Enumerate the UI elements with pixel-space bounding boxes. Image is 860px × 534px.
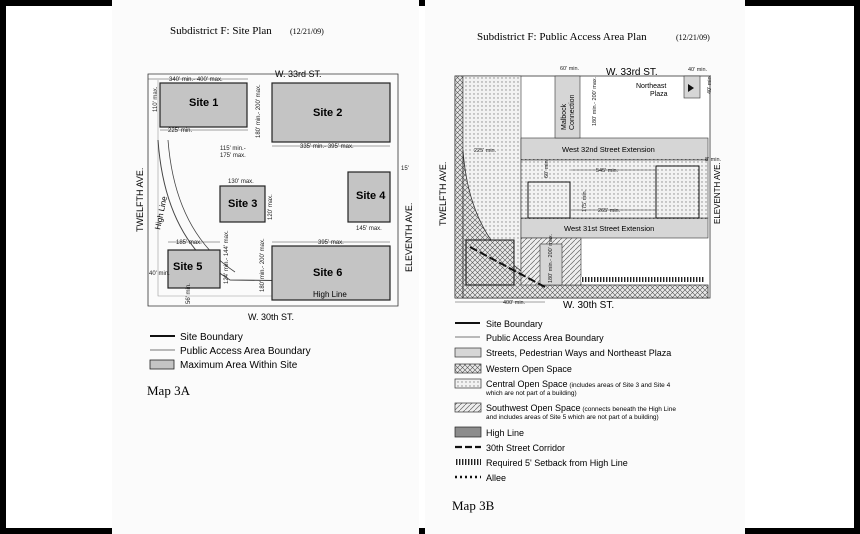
dim-b-175: 175' min. — [582, 189, 588, 212]
map-3a-legend — [150, 332, 311, 371]
legend-b-streets: Streets, Pedestrian Ways and Northeast Plaza — [486, 348, 672, 358]
dim-340: 340' min.- 400' max. — [169, 77, 223, 83]
legend-b-southwest: Southwest Open Space (connects beneath the High Line — [486, 403, 676, 413]
dim-130: 130' max. — [228, 179, 254, 185]
dim-b-400: 400' min. — [503, 300, 526, 306]
legend-b-central-note: which are not part of a building) — [486, 390, 577, 397]
legend-b-central: Central Open Space (includes areas of Site 3 and Site 4 — [486, 379, 671, 389]
northeast-plaza-label-2: Plaza — [650, 91, 668, 98]
dim-b-40: 40' min. — [688, 67, 708, 73]
high-line-setback — [580, 277, 705, 282]
map-3a-title: Subdistrict F: Site Plan — [170, 25, 272, 37]
high-line-curve-label: High Line — [153, 195, 169, 231]
map-3b-caption: Map 3B — [452, 498, 495, 513]
twelfth-ave-a: TWELFTH AVE. — [135, 167, 145, 232]
site-2-label: Site 2 — [313, 107, 343, 119]
legend-b-site-boundary: Site Boundary — [486, 319, 543, 329]
dim-b-265: 265' min. — [598, 208, 621, 214]
twelfth-ave-b: TWELFTH AVE. — [438, 161, 448, 226]
site-5-b — [466, 240, 514, 285]
western-edge — [455, 76, 463, 298]
site-6-label: Site 6 — [313, 267, 343, 279]
legend-b-access-boundary: Public Access Area Boundary — [486, 333, 604, 343]
dim-145: 145' max. — [356, 226, 382, 232]
site-4-b — [656, 166, 699, 218]
dim-b-60: 60' min. — [560, 66, 580, 72]
dim-225: 225' min. — [168, 128, 193, 134]
street-33rd-b: W. 33rd ST. — [606, 67, 658, 78]
west-32nd-label: West 32nd Street Extension — [562, 145, 655, 154]
dim-b-180a: 180' min.- 200' max. — [592, 76, 598, 126]
site-5-label: Site 5 — [173, 261, 203, 273]
dim-185: 185' max. — [176, 240, 202, 246]
dim-180b: 180' min.- 200' max. — [260, 238, 266, 292]
map-3a-date: (12/21/09) — [290, 27, 324, 36]
dim-b-40b: 40' min. — [707, 74, 713, 94]
malbock-label-1: Malbock — [561, 103, 568, 130]
legend-b-southwest-note: and includes areas of Site 5 which are not part of a building) — [486, 414, 659, 421]
site-3-b — [528, 182, 570, 218]
legend-b-high-line: High Line — [486, 428, 525, 438]
dim-110: 110' max. — [153, 86, 159, 112]
map-3b-legend — [455, 319, 676, 483]
eleventh-ave-a: ELEVENTH AVE. — [404, 202, 414, 272]
legend-b-allee: Allee — [486, 473, 507, 483]
dim-b-225: 225' min. — [474, 148, 497, 154]
dim-56: 56' min. — [186, 283, 192, 304]
map-3a — [135, 25, 414, 398]
map-3b-title: Subdistrict F: Public Access Area Plan — [477, 31, 647, 43]
dim-b-180b: 180' min.- 200' max. — [548, 233, 554, 283]
legend-b-setback: Required 5' Setback from High Line — [486, 458, 628, 468]
dim-40: 40' min. — [149, 271, 170, 277]
map-3b — [438, 31, 722, 513]
west-31st-label: West 31st Street Extension — [564, 224, 655, 233]
street-30th-b: W. 30th ST. — [563, 300, 615, 311]
street-30th-a: W. 30th ST. — [248, 312, 295, 322]
legend-a-access-boundary: Public Access Area Boundary — [180, 346, 311, 357]
dim-120: 120' max. — [268, 194, 274, 220]
legend-b-western: Western Open Space — [486, 364, 572, 374]
legend-a-site-boundary: Site Boundary — [180, 332, 243, 343]
dim-335: 335' min.- 395' max. — [300, 144, 354, 150]
high-line-label-a: High Line — [313, 290, 347, 299]
site-1-label: Site 1 — [189, 97, 219, 109]
dim-115: 115' min.- — [220, 146, 246, 152]
dim-175: 175' max. — [220, 153, 246, 159]
northeast-plaza-label-1: Northeast — [636, 83, 667, 90]
legend-b-corridor: 30th Street Corridor — [486, 443, 566, 453]
street-33rd-a: W. 33rd ST. — [275, 69, 322, 79]
dim-b-60b: 60' min. — [544, 158, 550, 178]
malbock-label-2: Connection — [569, 94, 576, 130]
legend-a-max-area: Maximum Area Within Site — [180, 360, 298, 371]
dim-15: 15' — [401, 166, 409, 172]
dim-b-8: 8' min. — [705, 157, 722, 163]
dim-180a: 180' min.- 200' max. — [256, 84, 262, 138]
dim-b-545: 545' min. — [596, 168, 619, 174]
dim-124: 124' min.- 144' max. — [224, 230, 230, 284]
map-3b-date: (12/21/09) — [676, 33, 710, 42]
site-4-label: Site 4 — [356, 190, 386, 202]
site-3-label: Site 3 — [228, 198, 258, 210]
map-3a-caption: Map 3A — [147, 383, 190, 398]
dim-395: 395' max. — [318, 240, 344, 246]
eleventh-ave-b: ELEVENTH AVE. — [713, 162, 722, 224]
